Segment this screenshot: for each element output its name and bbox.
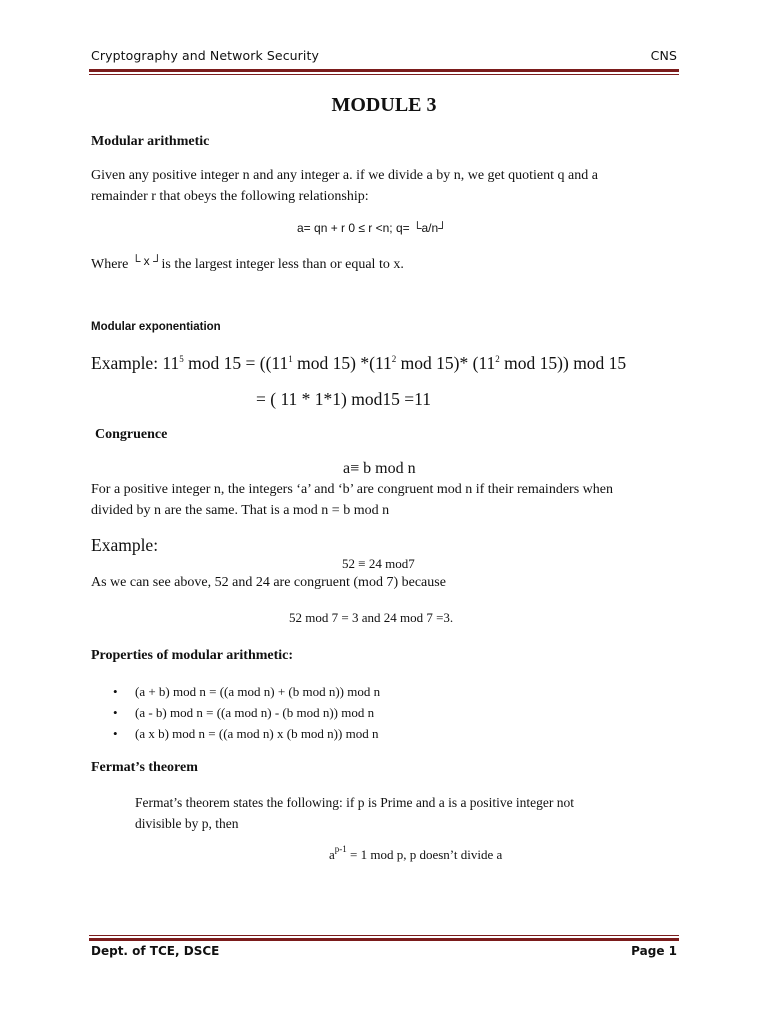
properties-list (113, 681, 380, 744)
page-title: MODULE 3 (331, 94, 437, 116)
ex-part2: mod 15 = ((11 (183, 353, 289, 373)
fermat-formula (329, 844, 503, 863)
floor-symbol: └ x ┘ (131, 254, 162, 268)
footer-rule-thick (89, 938, 679, 941)
bullet-icon: • (113, 726, 118, 741)
fermat-para-line2: divisible by p, then (135, 816, 239, 831)
floor-definition-prefix: Where (91, 257, 132, 272)
division-formula: a= qn + r 0 ≤ r <n; q= └a/n┘ (297, 221, 447, 235)
header-rule-thick (89, 69, 679, 72)
heading-properties: Properties of modular arithmetic: (91, 648, 294, 663)
congruence-para-line2: divided by n are the same. That is a mod n = b mod n (91, 503, 390, 518)
congruence-example-result: 52 mod 7 = 3 and 24 mod 7 =3. (289, 610, 454, 625)
footer-page-number: Page 1 (631, 944, 677, 958)
congruence-example-text: As we can see above, 52 and 24 are congruent (mod 7) because (91, 575, 446, 590)
fermat-base: a (329, 847, 335, 862)
heading-modular-arithmetic: Modular arithmetic (91, 134, 210, 149)
ex-part1: Example: 11 (91, 353, 180, 373)
heading-fermat: Fermat’s theorem (91, 760, 198, 775)
exponentiation-example-line1 (91, 353, 626, 374)
fermat-exponent: p-1 (334, 844, 347, 854)
header-course-code: CNS (650, 48, 677, 63)
list-item (113, 702, 380, 723)
heading-modular-exponentiation: Modular exponentiation (91, 321, 221, 333)
congruence-formula: a≡ b mod n (343, 460, 416, 477)
page-footer (91, 944, 677, 960)
congruence-para-line1: For a positive integer n, the integers ‘a’ and ‘b’ are congruent mod n if their remainders when (91, 482, 613, 497)
property-subtraction: (a - b) mod n = ((a mod n) - (b mod n)) mod n (135, 705, 375, 720)
ex-part5: mod 15)) mod 15 (499, 353, 627, 373)
list-item (113, 681, 380, 702)
congruence-example-label: Example: (91, 535, 159, 555)
header-course-title: Cryptography and Network Security (91, 48, 319, 63)
ex-part3: mod 15) *(11 (292, 353, 392, 373)
modular-arithmetic-para-line2: remainder r that obeys the following relationship: (91, 189, 369, 204)
header-rule-thin (89, 74, 679, 75)
page-header (91, 48, 677, 64)
bullet-icon: • (113, 705, 118, 720)
property-addition: (a + b) mod n = ((a mod n) + (b mod n)) mod n (135, 684, 381, 699)
ex-sup3: 2 (391, 354, 397, 364)
footer-department: Dept. of TCE, DSCE (91, 944, 220, 958)
ex-sup1: 5 (179, 354, 184, 364)
list-item (113, 723, 380, 744)
modular-arithmetic-para-line1: Given any positive integer n and any integer a. if we divide a by n, we get quotient q and a (91, 168, 598, 183)
congruence-example-formula: 52 ≡ 24 mod7 (342, 556, 415, 571)
ex-sup4: 2 (495, 354, 500, 364)
fermat-para-line1: Fermat’s theorem states the following: if p is Prime and a is a positive integer not (135, 795, 575, 810)
exponentiation-example-line2: = ( 11 * 1*1) mod15 =11 (256, 389, 431, 409)
bullet-icon: • (113, 684, 118, 699)
floor-definition-text: is the largest integer less than or equal to x. (161, 257, 404, 272)
property-multiplication: (a x b) mod n = ((a mod n) x (b mod n)) mod n (135, 726, 379, 741)
floor-definition (91, 254, 404, 275)
heading-congruence: Congruence (95, 427, 168, 442)
footer-rule-thin (89, 935, 679, 936)
fermat-formula-rest: = 1 mod p, p doesn’t divide a (346, 847, 503, 862)
ex-sup2: 1 (288, 354, 293, 364)
ex-part4: mod 15)* (11 (396, 353, 496, 373)
